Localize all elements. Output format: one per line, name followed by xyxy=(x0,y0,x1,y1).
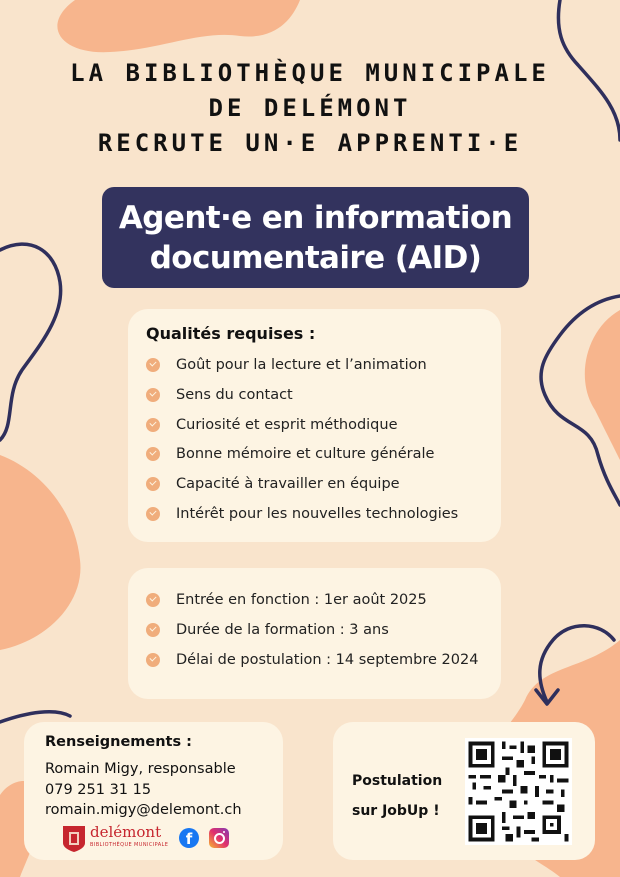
qr-finder-bottom-left xyxy=(469,815,495,841)
detail-item xyxy=(146,650,478,680)
job-title-line-2: documentaire (AID) xyxy=(149,240,482,276)
contact-details xyxy=(45,759,242,821)
headline-line-3: RECRUTE UN·E APPRENTI·E xyxy=(97,129,523,157)
check-icon xyxy=(146,623,160,637)
apply-text xyxy=(352,766,442,826)
library-logo-wordmark: delémont xyxy=(90,823,162,841)
instagram-icon[interactable] xyxy=(209,828,229,848)
detail-text: Délai de postulation : 14 septembre 2024 xyxy=(176,651,479,668)
apply-line-2: sur JobUp ! xyxy=(352,803,440,819)
quality-item xyxy=(146,474,458,504)
check-icon xyxy=(146,477,160,491)
headline-line-2: DE DELÉMONT xyxy=(208,94,412,122)
blob-top xyxy=(57,0,300,52)
facebook-icon[interactable]: f xyxy=(179,828,199,848)
check-icon xyxy=(146,507,160,521)
apply-line-1: Postulation xyxy=(352,773,443,789)
quality-item xyxy=(146,444,458,474)
quality-text: Sens du contact xyxy=(176,386,293,403)
detail-text: Durée de la formation : 3 ans xyxy=(176,621,389,638)
squiggle-bottom-left xyxy=(0,712,70,722)
apply-card xyxy=(333,722,595,860)
check-icon xyxy=(146,593,160,607)
contact-card xyxy=(24,722,283,860)
check-icon xyxy=(146,388,160,402)
blob-left xyxy=(0,455,80,650)
qualities-card xyxy=(128,309,501,542)
detail-item xyxy=(146,620,478,650)
library-logo-icon xyxy=(62,825,86,853)
recruitment-headline xyxy=(0,56,620,161)
quality-item xyxy=(146,504,458,534)
qr-code[interactable] xyxy=(465,738,572,845)
qualities-list xyxy=(146,355,458,534)
details-list xyxy=(146,590,478,679)
quality-text: Bonne mémoire et culture générale xyxy=(176,446,435,463)
qr-finder-top-right xyxy=(542,742,568,768)
headline-line-1: LA BIBLIOTHÈQUE MUNICIPALE xyxy=(70,59,550,87)
qr-finder-top-left xyxy=(469,742,495,768)
quality-item xyxy=(146,355,458,385)
quality-text: Capacité à travailler en équipe xyxy=(176,476,400,493)
quality-item xyxy=(146,385,458,415)
check-icon xyxy=(146,418,160,432)
quality-text: Intérêt pour les nouvelles technologies xyxy=(176,505,459,522)
squiggle-left xyxy=(0,244,61,440)
quality-text: Goût pour la lecture et l’animation xyxy=(176,357,427,373)
check-icon xyxy=(146,447,160,461)
contact-name: Romain Migy, responsable xyxy=(45,761,236,777)
logo-row xyxy=(62,823,262,853)
contact-phone[interactable]: 079 251 31 15 xyxy=(45,781,152,798)
job-title-banner xyxy=(102,187,529,288)
qualities-title: Qualités requises : xyxy=(146,324,316,343)
contact-title: Renseignements : xyxy=(45,734,192,750)
job-title-line-1: Agent·e en information xyxy=(118,200,513,236)
contact-email[interactable]: romain.migy@delemont.ch xyxy=(45,802,242,818)
detail-text: Entrée en fonction : 1er août 2025 xyxy=(176,592,427,608)
quality-text: Curiosité et esprit méthodique xyxy=(176,416,398,433)
quality-item xyxy=(146,415,458,445)
check-icon xyxy=(146,653,160,667)
details-card xyxy=(128,568,501,699)
detail-item xyxy=(146,590,478,620)
library-logo-subtitle: BIBLIOTHÈQUE MUNICIPALE xyxy=(90,842,169,848)
check-icon xyxy=(146,358,160,372)
